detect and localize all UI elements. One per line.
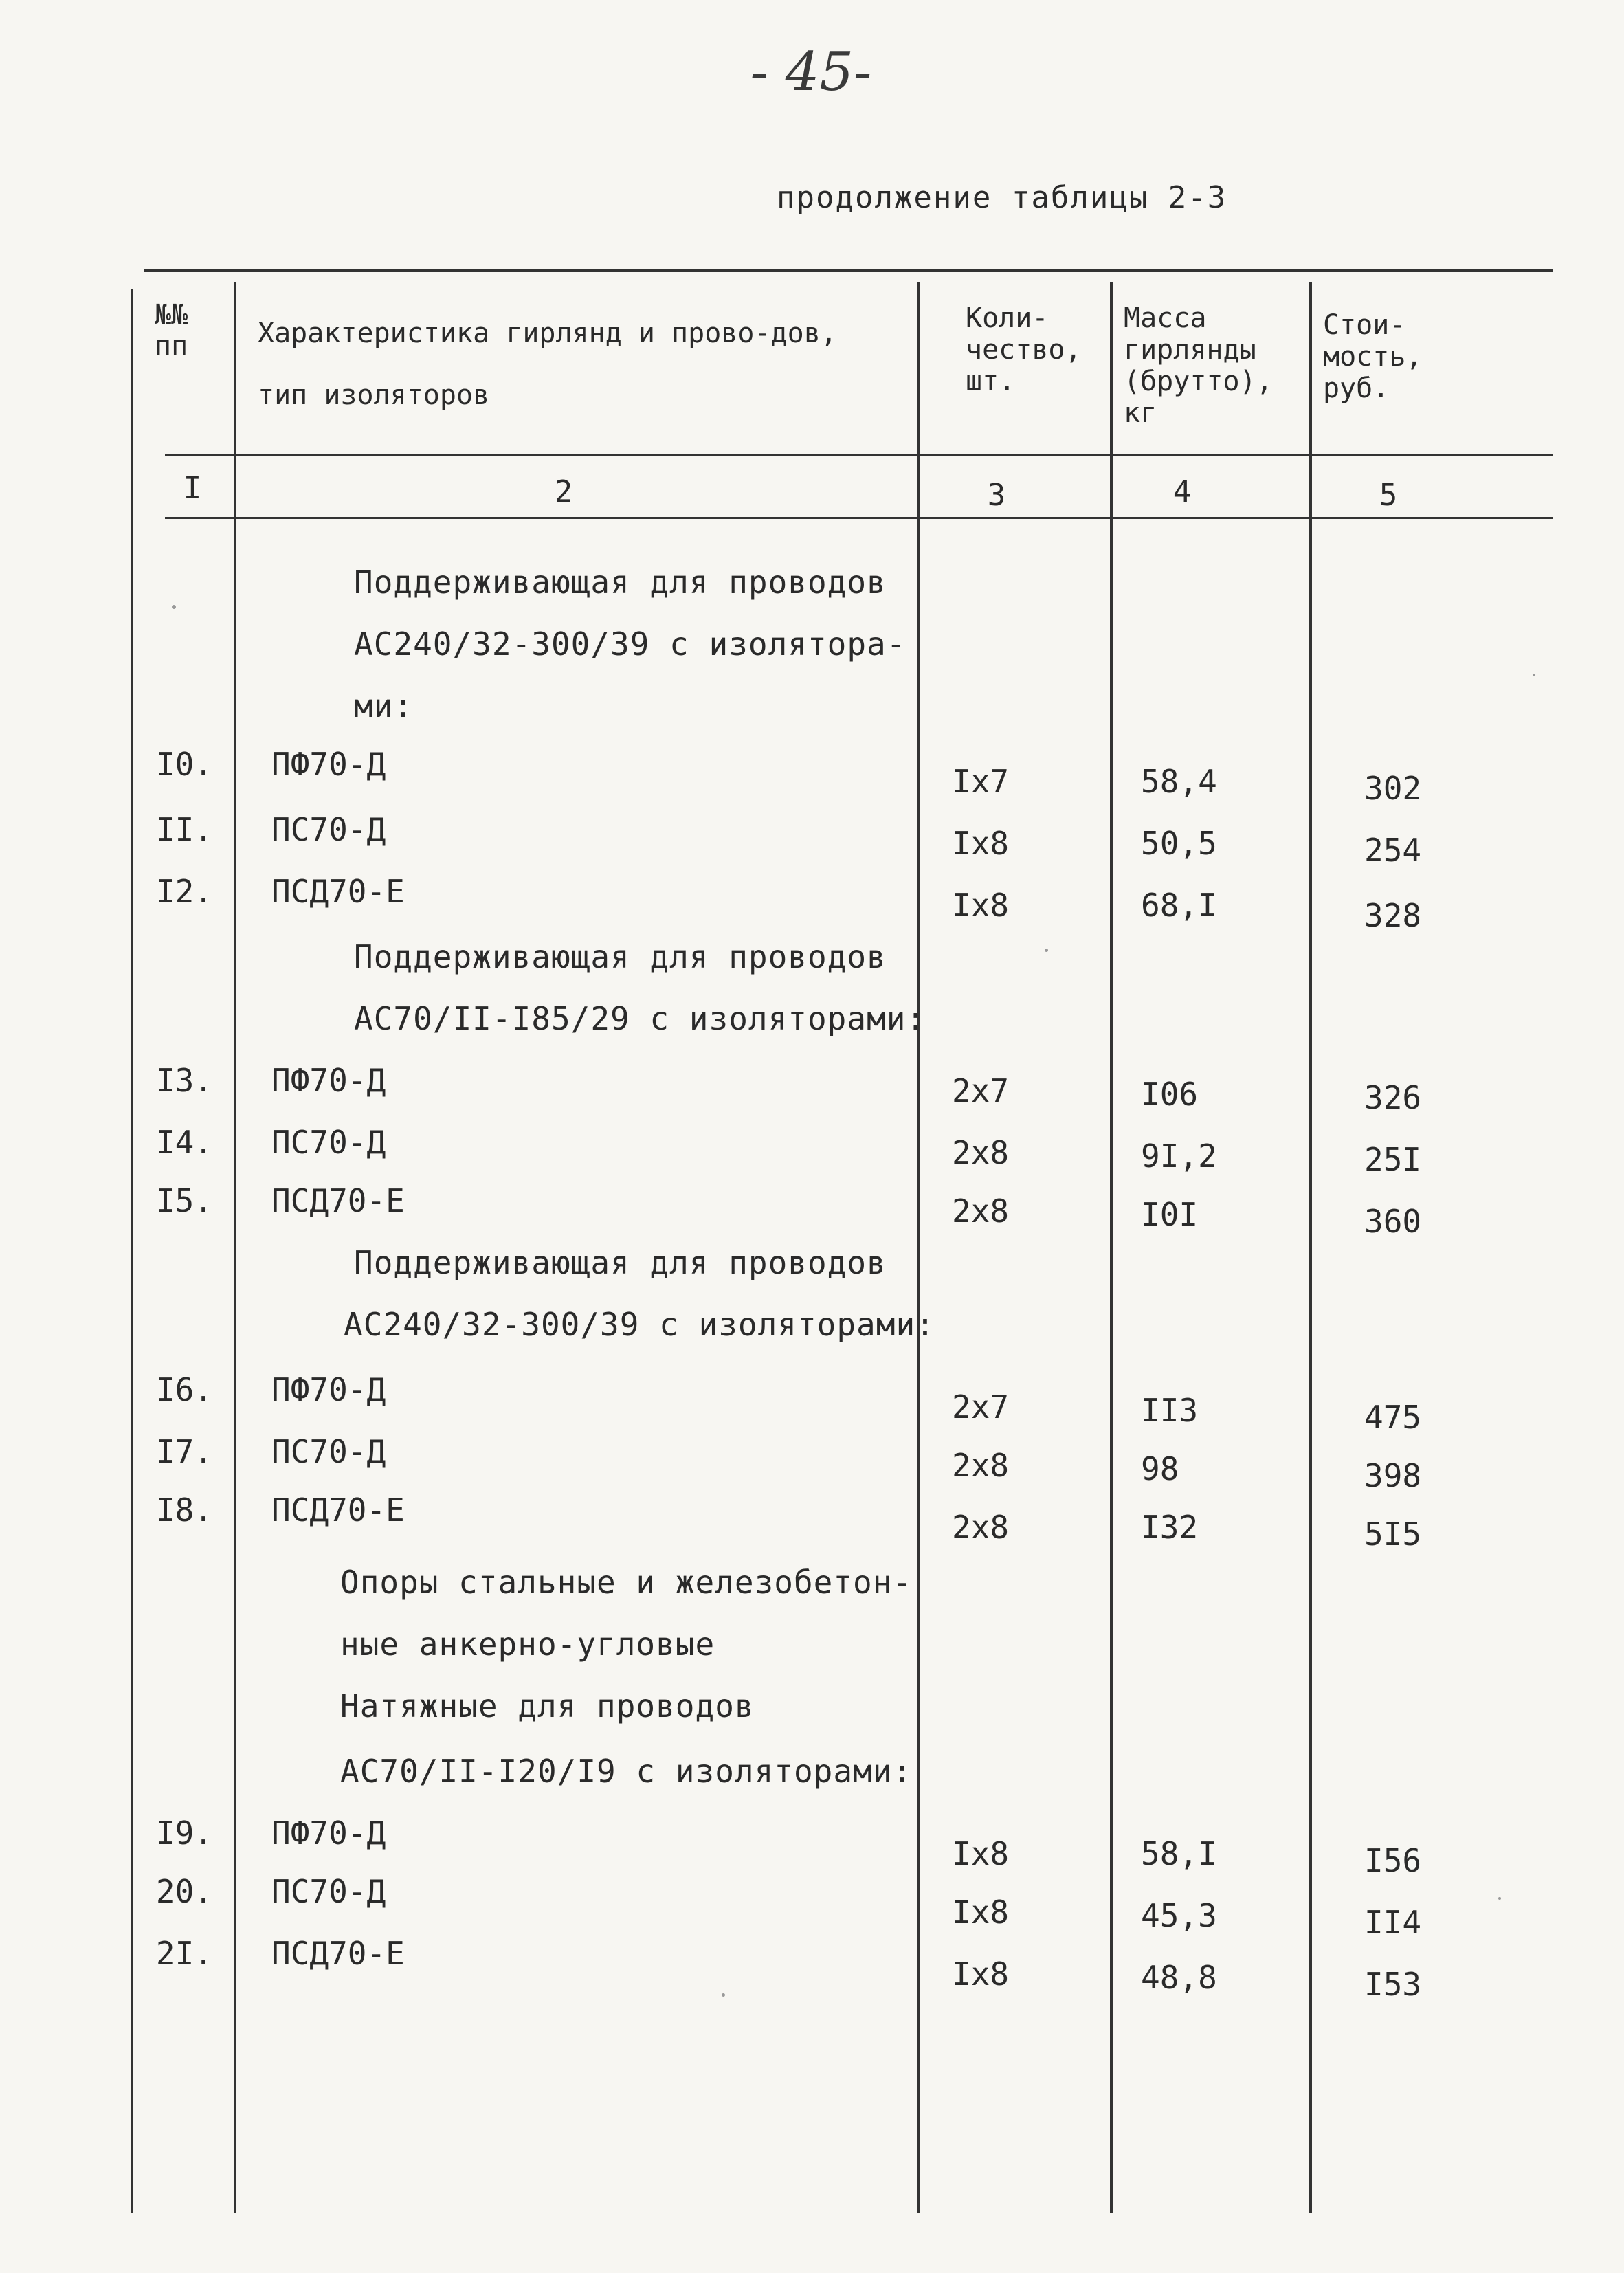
row-quantity: Iх8 — [952, 825, 1010, 862]
row-description: ПСД70-Е — [271, 1492, 405, 1529]
row-mass: I06 — [1141, 1076, 1199, 1113]
row-mass: 98 — [1141, 1450, 1179, 1487]
row-number: I4. — [155, 1124, 213, 1161]
header-bottom-border — [165, 454, 1553, 456]
group-4-line-2: ные анкерно-угловые — [340, 1626, 715, 1663]
page-number: - 45- — [750, 41, 872, 103]
colnum-5: 5 — [1379, 478, 1398, 513]
row-quantity: Iх8 — [952, 1835, 1010, 1872]
group-1-line-3: ми: — [354, 687, 414, 724]
col3-divider — [1110, 282, 1113, 2213]
row-description: ПФ70-Д — [271, 1062, 386, 1099]
row-number: I6. — [155, 1371, 213, 1408]
header-row-number: №№ пп — [155, 299, 188, 362]
row-mass: 68,I — [1141, 887, 1217, 924]
col2-divider — [917, 282, 920, 2213]
row-number: II. — [155, 811, 213, 848]
row-quantity: Iх8 — [952, 1955, 1010, 1993]
table-top-border — [144, 269, 1553, 272]
row-number: I0. — [155, 746, 213, 783]
group-3-line-1: Поддерживающая для проводов — [354, 1244, 887, 1281]
colnum-1: I — [183, 471, 202, 506]
row-cost: 475 — [1364, 1399, 1422, 1436]
row-number: I5. — [155, 1182, 213, 1219]
scan-speck — [172, 605, 176, 609]
table-left-border — [131, 289, 133, 2213]
row-number: I2. — [155, 873, 213, 910]
row-mass: 9I,2 — [1141, 1138, 1217, 1175]
row-description: ПСД70-Е — [271, 1935, 405, 1972]
row-number: 20. — [155, 1873, 213, 1910]
group-1-line-2: АС240/32-300/39 с изолятора- — [354, 625, 906, 663]
group-2-line-2: АС70/II-I85/29 с изоляторами: — [354, 1000, 926, 1037]
header-description: Характеристика гирлянд и прово-дов, тип изоляторов — [258, 318, 837, 411]
row-cost: I56 — [1364, 1842, 1422, 1879]
row-cost: 328 — [1364, 897, 1422, 934]
row-mass: 58,4 — [1141, 763, 1217, 800]
row-cost: II4 — [1364, 1904, 1422, 1941]
header-quantity: Коли-чество, шт. — [966, 302, 1082, 397]
row-mass: I0I — [1141, 1196, 1199, 1233]
group-1-line-1: Поддерживающая для проводов — [354, 564, 887, 601]
group-3-line-2: АС240/32-300/39 с изоляторами: — [344, 1306, 935, 1343]
row-cost: 302 — [1364, 770, 1422, 807]
row-description: ПС70-Д — [271, 1873, 386, 1910]
row-mass: II3 — [1141, 1392, 1199, 1429]
colnum-3: 3 — [987, 478, 1006, 513]
row-quantity: 2х8 — [952, 1193, 1010, 1230]
row-description: ПФ70-Д — [271, 1371, 386, 1408]
row-mass: 45,3 — [1141, 1897, 1217, 1934]
scan-speck — [1533, 674, 1535, 676]
row-quantity: 2х7 — [952, 1388, 1010, 1426]
row-description: ПСД70-Е — [271, 1182, 405, 1219]
row-cost: 360 — [1364, 1203, 1422, 1240]
row-cost: 254 — [1364, 832, 1422, 869]
row-mass: 48,8 — [1141, 1959, 1217, 1996]
group-4-line-4: АС70/II-I20/I9 с изоляторами: — [340, 1753, 913, 1790]
row-quantity: Iх8 — [952, 887, 1010, 924]
scan-speck — [722, 1993, 725, 1997]
group-2-line-1: Поддерживающая для проводов — [354, 938, 887, 975]
row-cost: 326 — [1364, 1079, 1422, 1116]
row-description: ПСД70-Е — [271, 873, 405, 910]
row-cost: 25I — [1364, 1141, 1422, 1178]
row-quantity: 2х8 — [952, 1509, 1010, 1546]
row-cost: I53 — [1364, 1966, 1422, 2003]
row-number: I7. — [155, 1433, 213, 1470]
colnum-2: 2 — [554, 474, 573, 509]
row-quantity: 2х8 — [952, 1134, 1010, 1171]
row-number: I3. — [155, 1062, 213, 1099]
row-cost: 5I5 — [1364, 1516, 1422, 1553]
row-quantity: 2х7 — [952, 1072, 1010, 1109]
row-number: I9. — [155, 1815, 213, 1852]
row-quantity: 2х8 — [952, 1447, 1010, 1484]
colnum-bottom-border — [165, 517, 1553, 519]
row-description: ПФ70-Д — [271, 1815, 386, 1852]
row-number: 2I. — [155, 1935, 213, 1972]
row-description: ПС70-Д — [271, 811, 386, 848]
row-description: ПФ70-Д — [271, 746, 386, 783]
colnum-4: 4 — [1172, 474, 1192, 509]
col4-divider — [1309, 282, 1312, 2213]
row-description: ПС70-Д — [271, 1124, 386, 1161]
row-mass: 50,5 — [1141, 825, 1217, 862]
scan-speck — [1498, 1897, 1501, 1900]
row-quantity: Iх7 — [952, 763, 1010, 800]
row-description: ПС70-Д — [271, 1433, 386, 1470]
group-4-line-3: Натяжные для проводов — [340, 1687, 755, 1725]
row-quantity: Iх8 — [952, 1894, 1010, 1931]
col1-divider — [234, 282, 236, 2213]
scan-speck — [1045, 949, 1048, 952]
row-mass: 58,I — [1141, 1835, 1217, 1872]
header-mass: Масса гирлянды (брутто), кг — [1124, 302, 1273, 429]
table-continuation-caption: продолжение таблицы 2-3 — [777, 180, 1227, 215]
row-mass: I32 — [1141, 1509, 1199, 1546]
header-cost: Стои-мость, руб. — [1323, 309, 1423, 404]
group-4-line-1: Опоры стальные и железобетон- — [340, 1564, 913, 1601]
row-number: I8. — [155, 1492, 213, 1529]
row-cost: 398 — [1364, 1457, 1422, 1494]
